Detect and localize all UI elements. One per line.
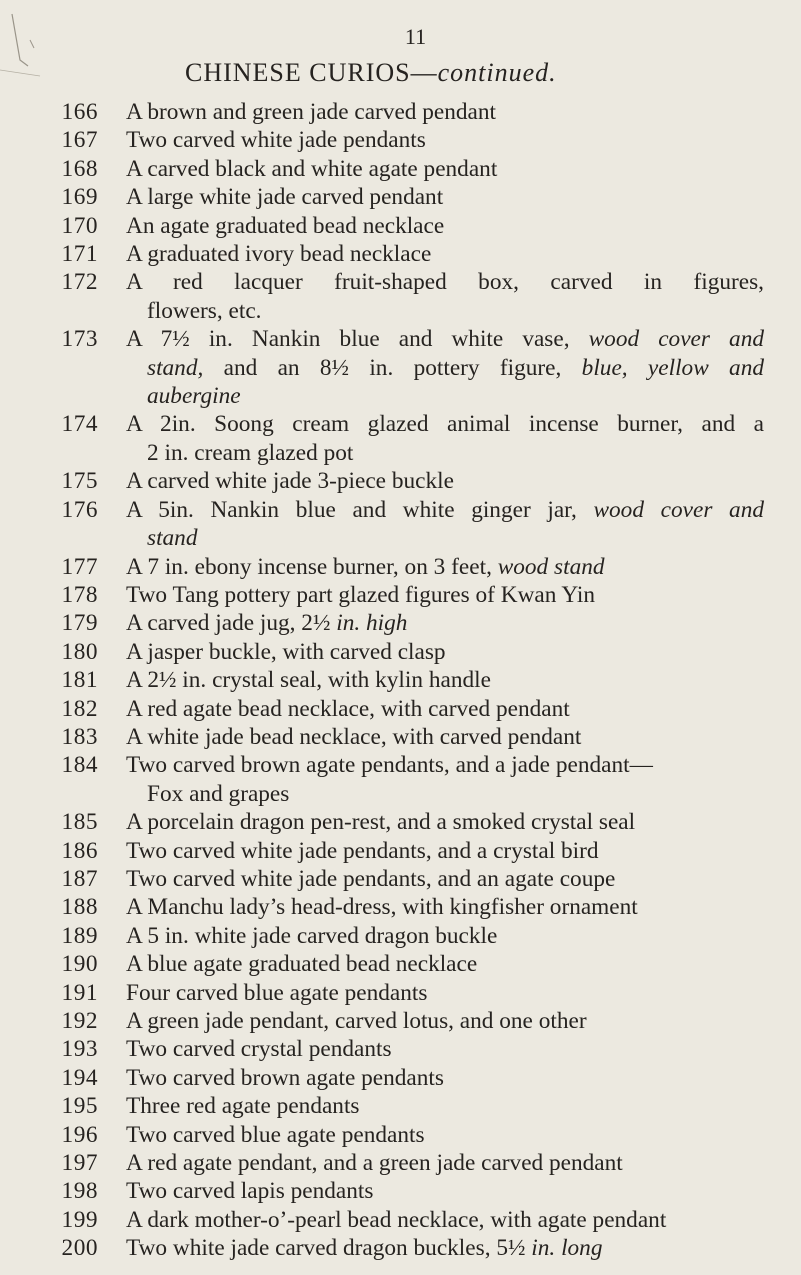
- lot-number: 176: [61, 496, 98, 523]
- lot-description: Two Tang pottery part glazed figures of Kwan Yin: [126, 581, 596, 608]
- lot-195: [0, 1092, 801, 1120]
- section-heading: [185, 58, 557, 88]
- lot-description: A 7 in. ebony incense burner, on 3 feet, wood stand: [126, 553, 605, 580]
- lot-description-cont: stand: [147, 525, 198, 552]
- lot-number: 168: [61, 155, 98, 182]
- lot-186: [0, 837, 801, 865]
- lot-description: A porcelain dragon pen-rest, and a smoked crystal seal: [126, 809, 636, 836]
- lot-number: 177: [61, 553, 98, 580]
- lot-171: [0, 240, 801, 268]
- lot-176: [0, 496, 801, 553]
- lot-number: 175: [61, 468, 98, 495]
- lot-description: Two carved brown agate pendants: [126, 1064, 444, 1091]
- lot-number: 185: [61, 809, 98, 836]
- lot-number: 192: [61, 1008, 98, 1034]
- lot-181: [0, 666, 801, 694]
- lot-description: A dark mother-o’-pearl bead necklace, with agate pendant: [126, 1206, 667, 1233]
- lot-description: A graduated ivory bead necklace: [126, 241, 432, 268]
- lot-number: 195: [61, 1093, 98, 1120]
- lot-number: 167: [61, 127, 98, 154]
- heading-title: CHINESE CURIOS—: [185, 58, 438, 87]
- lot-description-cont: flowers, etc.: [147, 297, 262, 324]
- lot-173: [0, 325, 801, 410]
- lot-185: [0, 808, 801, 836]
- lot-description: A 2in. Soong cream glazed animal incense burner, and a: [126, 411, 764, 438]
- lot-description-cont: 2 in. cream glazed pot: [147, 439, 354, 466]
- lot-178: [0, 581, 801, 609]
- lot-description: A green jade pendant, carved lotus, and one other: [126, 1008, 587, 1034]
- lot-description: A 7½ in. Nankin blue and white vase, wood cover and: [126, 326, 764, 353]
- lot-list: [0, 98, 801, 1263]
- lot-description: A carved jade jug, 2½ in. high: [126, 610, 408, 637]
- lot-number: 194: [61, 1064, 98, 1091]
- lot-description: A Manchu lady’s head-dress, with kingfisher ornament: [126, 894, 638, 921]
- lot-172: [0, 268, 801, 325]
- lot-description: Two carved crystal pendants: [126, 1036, 392, 1063]
- lot-183: [0, 723, 801, 751]
- lot-description-cont: stand, and an 8½ in. pottery figure, blue, yellow and: [147, 354, 764, 381]
- lot-description: Two carved blue agate pendants: [126, 1121, 425, 1148]
- lot-description: A red lacquer fruit-shaped box, carved in figures,: [126, 269, 764, 296]
- lot-number: 170: [61, 212, 98, 239]
- lot-number: 178: [61, 581, 98, 608]
- lot-190: [0, 950, 801, 978]
- lot-number: 197: [61, 1150, 98, 1177]
- lot-number: 179: [61, 610, 98, 637]
- lot-175: [0, 467, 801, 495]
- lot-196: [0, 1121, 801, 1149]
- lot-number: 171: [61, 241, 98, 268]
- lot-description: A red agate pendant, and a green jade carved pendant: [126, 1150, 623, 1177]
- lot-180: [0, 638, 801, 666]
- lot-description: A red agate bead necklace, with carved pendant: [126, 695, 570, 722]
- lot-number: 169: [61, 184, 98, 211]
- lot-description: A 2½ in. crystal seal, with kylin handle: [126, 667, 491, 694]
- lot-number: 184: [61, 752, 98, 779]
- lot-description: A 5in. Nankin blue and white ginger jar, wood cover and: [126, 496, 764, 523]
- lot-number: 166: [61, 99, 98, 125]
- lot-168: [0, 155, 801, 183]
- lot-179: [0, 609, 801, 637]
- lot-170: [0, 212, 801, 240]
- lot-number: 183: [61, 723, 98, 750]
- lot-174: [0, 410, 801, 467]
- lot-description: A jasper buckle, with carved clasp: [126, 638, 446, 665]
- lot-198: [0, 1177, 801, 1205]
- lot-description: A 5 in. white jade carved dragon buckle: [126, 922, 498, 949]
- lot-number: 174: [61, 411, 98, 438]
- lot-description: A blue agate graduated bead necklace: [126, 951, 478, 978]
- lot-number: 189: [61, 922, 98, 949]
- lot-number: 172: [61, 269, 98, 296]
- lot-number: 191: [61, 979, 98, 1006]
- lot-number: 190: [61, 951, 98, 978]
- lot-description: A white jade bead necklace, with carved pendant: [126, 723, 582, 750]
- lot-description: Two carved lapis pendants: [126, 1178, 374, 1205]
- lot-number: 188: [61, 894, 98, 921]
- lot-description: A carved black and white agate pendant: [126, 155, 498, 182]
- lot-number: 193: [61, 1036, 98, 1063]
- lot-description: Two white jade carved dragon buckles, 5½ in. long: [126, 1235, 603, 1262]
- lot-number: 199: [61, 1206, 98, 1233]
- lot-description: Three red agate pendants: [126, 1093, 360, 1120]
- lot-200: [0, 1234, 801, 1262]
- lot-167: [0, 126, 801, 154]
- lot-191: [0, 979, 801, 1007]
- lot-description-cont-2: aubergine: [147, 383, 241, 410]
- lot-194: [0, 1064, 801, 1092]
- lot-description: A large white jade carved pendant: [126, 184, 444, 211]
- lot-197: [0, 1149, 801, 1177]
- lot-192: [0, 1007, 801, 1035]
- lot-number: 173: [61, 326, 98, 353]
- lot-number: 182: [61, 695, 98, 722]
- lot-number: 180: [61, 638, 98, 665]
- lot-199: [0, 1206, 801, 1234]
- lot-description: Two carved brown agate pendants, and a jade pendant—: [126, 752, 653, 779]
- lot-number: 200: [61, 1235, 98, 1262]
- lot-description-cont: Fox and grapes: [147, 780, 290, 807]
- lot-166: [0, 98, 801, 126]
- lot-description: An agate graduated bead necklace: [126, 212, 445, 239]
- page-number: 11: [404, 24, 427, 49]
- lot-number: 198: [61, 1178, 98, 1205]
- lot-number: 196: [61, 1121, 98, 1148]
- lot-number: 181: [61, 667, 98, 694]
- lot-188: [0, 893, 801, 921]
- lot-177: [0, 553, 801, 581]
- lot-189: [0, 922, 801, 950]
- lot-description: Two carved white jade pendants, and an agate coupe: [126, 865, 616, 892]
- lot-description: Four carved blue agate pendants: [126, 979, 428, 1006]
- lot-193: [0, 1035, 801, 1063]
- lot-184: [0, 751, 801, 808]
- lot-169: [0, 183, 801, 211]
- lot-number: 186: [61, 837, 98, 864]
- lot-182: [0, 695, 801, 723]
- lot-description: Two carved white jade pendants: [126, 127, 426, 154]
- lot-187: [0, 865, 801, 893]
- lot-description: A brown and green jade carved pendant: [126, 99, 497, 125]
- lot-number: 187: [61, 865, 98, 892]
- lot-description: A carved white jade 3-piece buckle: [126, 468, 454, 495]
- lot-description: Two carved white jade pendants, and a crystal bird: [126, 837, 599, 864]
- heading-continued: continued.: [437, 58, 557, 87]
